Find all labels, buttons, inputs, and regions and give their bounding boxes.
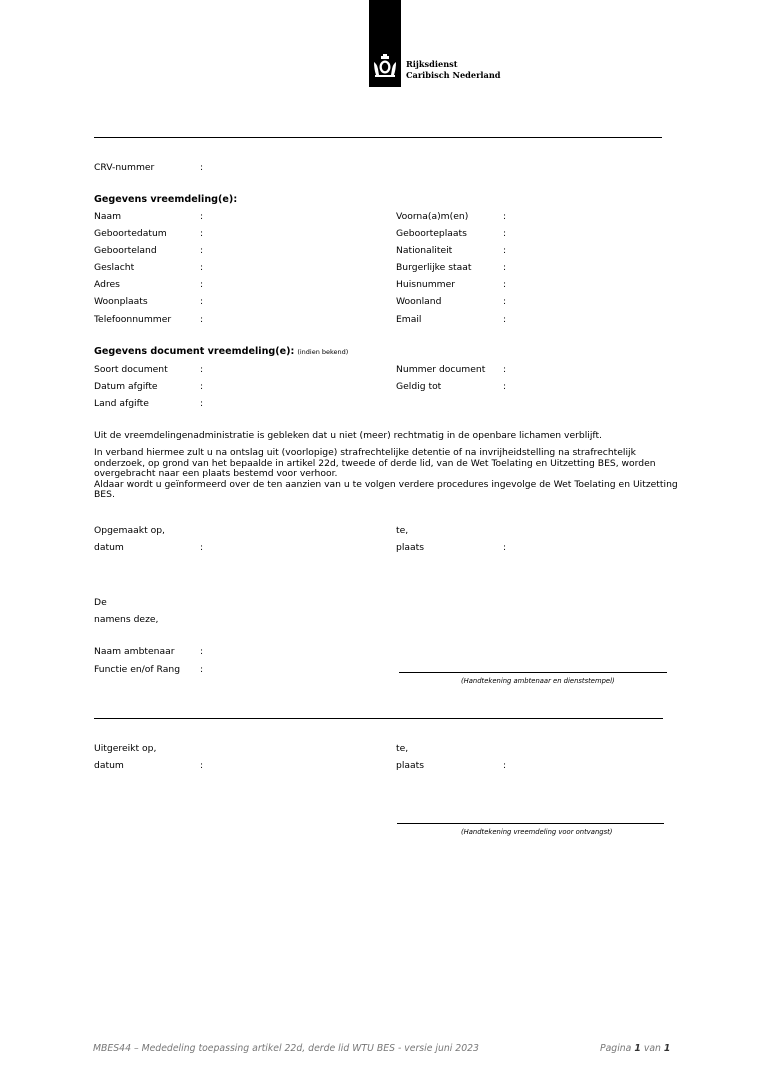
field-label: Woonland (396, 296, 442, 307)
field-colon: : (200, 542, 204, 553)
paragraph-line: In verband hiermee zult u na ontslag uit (voorlopige) strafrechtelijke detentie of na invrijheidstelling na strafrechtelijk (94, 447, 636, 458)
page-total: 1 (663, 1043, 671, 1054)
field-colon: : (503, 364, 507, 375)
field-label: Woonplaats (94, 296, 148, 307)
organisation-name (406, 59, 501, 80)
issued-on-label: Uitgereikt op, (94, 743, 157, 754)
field-colon: : (200, 211, 204, 222)
made-on-label: Opgemaakt op, (94, 525, 165, 536)
middle-divider (94, 718, 663, 719)
field-colon: : (503, 262, 507, 273)
signer-de: De (94, 597, 107, 608)
field-label: Geldig tot (396, 381, 442, 392)
field-colon: : (200, 279, 204, 290)
paragraph-line: BES. (94, 489, 115, 501)
issued-date-label: datum (94, 760, 124, 771)
field-label: Datum afgifte (94, 381, 158, 392)
field-colon: : (200, 398, 204, 409)
field-colon: : (200, 364, 204, 375)
field-label: Soort document (94, 364, 168, 375)
section-document-title: Gegevens document vreemdeling(e): (94, 346, 295, 357)
official-name-label: Naam ambtenaar (94, 646, 175, 657)
field-label: Geboorteplaats (396, 228, 467, 239)
made-place-label: plaats (396, 542, 425, 553)
field-colon: : (200, 296, 204, 307)
field-label: Voorna(a)m(en) (396, 211, 469, 222)
footer-page-number (600, 1043, 670, 1054)
field-label: Adres (94, 279, 120, 290)
crv-colon: : (200, 162, 204, 173)
field-colon: : (200, 664, 204, 675)
org-line-2: Caribisch Nederland (406, 69, 501, 80)
coat-of-arms-icon (372, 54, 398, 80)
top-divider (94, 137, 662, 138)
field-colon: : (200, 381, 204, 392)
notice-paragraph-2 (94, 447, 678, 501)
field-colon: : (200, 646, 204, 657)
field-label: Nummer document (396, 364, 486, 375)
section-vreemdeling-title: Gegevens vreemdeling(e): (94, 194, 238, 205)
field-colon: : (200, 760, 204, 771)
made-at-label: te, (396, 525, 409, 536)
field-colon: : (503, 245, 507, 256)
recipient-signature-line (397, 823, 664, 824)
crv-label: CRV-nummer (94, 162, 155, 173)
official-signature-caption: (Handtekening ambtenaar en dienststempel) (461, 677, 615, 685)
section-document-note: (indien bekend) (297, 348, 349, 356)
field-colon: : (200, 314, 204, 325)
field-colon: : (503, 314, 507, 325)
field-colon: : (503, 381, 507, 392)
paragraph-line: Aldaar wordt u geïnformeerd over de ten aanzien van u te volgen verdere procedures ingevolge de Wet Toelating en Uitzetting (94, 478, 678, 490)
page-current: 1 (634, 1043, 641, 1054)
field-colon: : (503, 211, 507, 222)
section-document-heading (94, 346, 348, 357)
field-label: Email (396, 314, 422, 325)
field-colon: : (503, 228, 507, 239)
field-label: Nationaliteit (396, 245, 453, 256)
field-label: Geboorteland (94, 245, 157, 256)
field-label: Telefoonnummer (94, 314, 172, 325)
issued-place-label: plaats (396, 760, 425, 771)
paragraph-line: onderzoek, op grond van het bepaalde in artikel 22d, tweede of derde lid, van de Wet Toelating en Uitzetting BES, worden (94, 457, 656, 469)
notice-paragraph-1: Uit de vreemdelingenadministratie is gebleken dat u niet (meer) rechtmatig in de openbare lichamen verblijft. (94, 430, 602, 441)
field-label: Huisnummer (396, 279, 456, 290)
of-word: van (643, 1043, 661, 1054)
field-label: Burgerlijke staat (396, 262, 472, 273)
paragraph-line: overgebracht naar een plaats bestemd voor verhoor. (94, 468, 338, 480)
signer-namens: namens deze, (94, 614, 159, 625)
page-word: Pagina (600, 1043, 632, 1054)
field-label: Land afgifte (94, 398, 149, 409)
logo-bar (369, 0, 401, 87)
field-colon: : (503, 296, 507, 307)
field-label: Naam (94, 211, 122, 222)
field-label: Geboortedatum (94, 228, 167, 239)
field-colon: : (200, 262, 204, 273)
field-label: Geslacht (94, 262, 135, 273)
field-colon: : (503, 279, 507, 290)
org-line-1: Rijksdienst (406, 59, 458, 69)
field-colon: : (200, 228, 204, 239)
footer-document-id: MBES44 – Mededeling toepassing artikel 22d, derde lid WTU BES - versie juni 2023 (93, 1043, 479, 1054)
official-rank-label: Functie en/of Rang (94, 664, 181, 675)
field-colon: : (200, 245, 204, 256)
field-colon: : (503, 760, 507, 771)
made-date-label: datum (94, 542, 124, 553)
recipient-signature-caption: (Handtekening vreemdeling voor ontvangst) (461, 828, 613, 836)
field-colon: : (503, 542, 507, 553)
official-signature-line (399, 672, 667, 673)
issued-at-label: te, (396, 743, 409, 754)
